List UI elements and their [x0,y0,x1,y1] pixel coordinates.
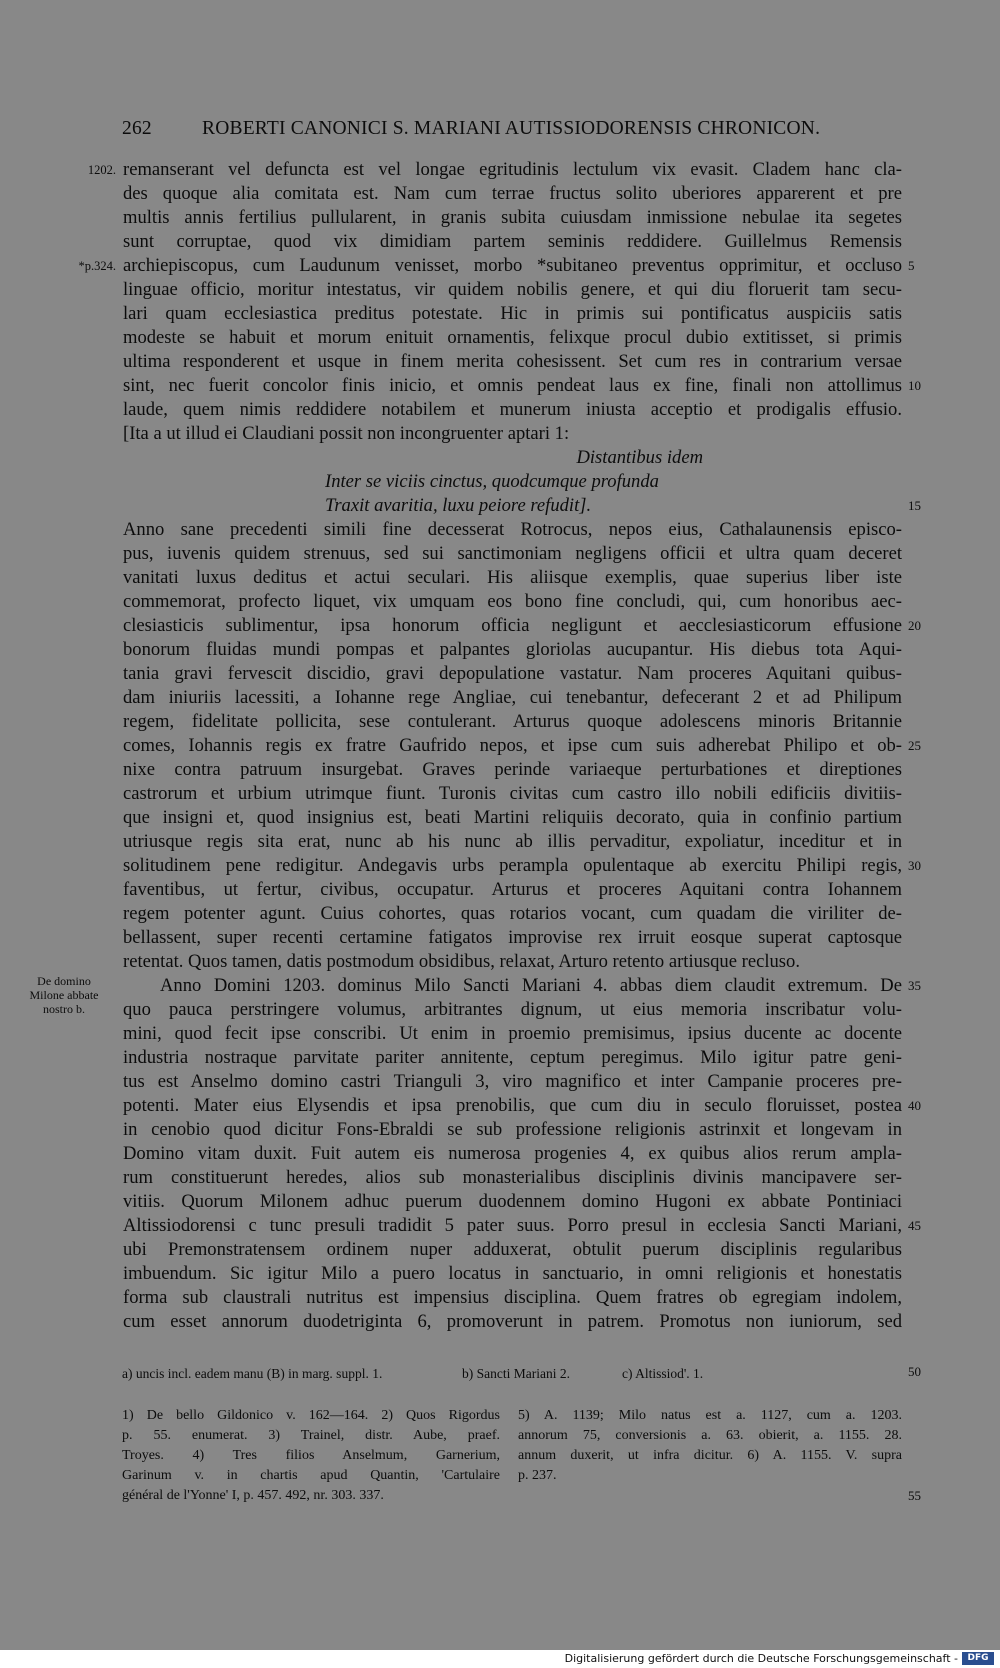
text-line: tus est Anselmo domino castri Trianguli 3, viro magnifico et inter Campanie proceres pre- [123,1071,902,1092]
text-line: utriusque regis sita erat, nunc ab his nunc ab illis pervaditur, expoliatur, inceditur et in [123,831,902,852]
verse-line: Distantibus idem [576,447,703,468]
text-line: Altissiodorensi c tunc presuli tradidit 5 pater suus. Porro presul in ecclesia Sancti Mariani, [123,1215,902,1236]
footnote-line: annorum 75, conversionis a. 63. obierit, a. 1155. 28. [518,1428,902,1443]
text-line: linguae officio, moritur intestatus, vir quidem nobilis genere, et qui diu floruerit tam secu- [123,279,902,300]
text-line: archiepiscopus, cum Laudunum venisset, morbo *subitaneo preventus opprimitur, et occluso [123,255,902,276]
text-line: comes, Iohannis regis ex fratre Gaufrido nepos, et ipse cum suis adherebat Philipo et ob- [123,735,902,756]
text-line: forma sub claustrali nutritus est impensius disciplina. Quem fratres ob egregiam indolem, [123,1287,902,1308]
text-line: modeste se habuit et morum enituit ornamentis, felixque procul dubio extitisset, si primis [123,327,902,348]
text-line: Anno Domini 1203. dominus Milo Sancti Mariani 4. abbas diem claudit extremum. De [160,975,902,996]
line-number: 30 [908,858,921,873]
line-number: 45 [908,1218,921,1233]
text-line: rum constituerunt heredes, alios sub monasterialibus disciplinis divinis mancipavere ser- [123,1167,902,1188]
line-number: 35 [908,978,921,993]
text-line: [Ita a ut illud ei Claudiani possit non incongruenter aptari 1: [123,423,570,444]
critical-note: c) Altissiod'. 1. [622,1366,704,1381]
footnote-line: 5) A. 1139; Milo natus est a. 1127, cum a. 1203. [518,1408,902,1423]
text-line: ultima responderent et usque in finem merita cohesissent. Set cum res in contrarium versae [123,351,902,372]
text-line: in cenobio quod dicitur Fons-Ebraldi se sub professione religionis astrinxit et longevam in [123,1119,902,1140]
line-number: 50 [908,1364,921,1379]
text-line: bonorum fluidas mundi pompas et palpantes gloriolas aucupantur. His diebus tota Aqui- [123,639,902,660]
text-line: dam iniuriis lacessiti, a Iohanne rege Angliae, cui tenebantur, defecerant 2 et ad Philipum [123,687,902,708]
text-line: des quoque alia comitata est. Nam cum terrae fructus solito uberiores apparerent et pre [123,183,902,204]
footnote-line: p. 237. [518,1468,557,1483]
text-line: tania gravi fervescit discidio, gravi depopulatione vastatur. Nam proceres Aquitani quibus- [123,663,902,684]
text-line: multis annis fertilius pullularent, in granis subita cuiusdam inmissione nebulae ita segetes [123,207,902,228]
text-line: clesiasticis sublimentur, ipsa honorum officia negligunt et aecclesiasticorum effusione [123,615,902,636]
text-line [123,1334,902,1358]
text-line: vanitati luxus deditus et actui seculari. His aliisque exemplis, quae superius liber iste [123,567,902,588]
text-line: potenti. Mater eius Elysendis et ipsa prenobilis, que cum diu in seculo floruisset, postea [123,1095,902,1116]
margin-year: 1202. [87,163,116,177]
line-number: 55 [908,1488,921,1503]
verse-line: Traxit avaritia, luxu peiore refudit]. [325,495,592,516]
footnote-line: p. 55. enumerat. 3) Trainel, distr. Aube, praef. [122,1428,500,1443]
margin-page-ref: *p.324. [78,259,116,273]
text-line: commemorat, profecto liquet, vix umquam eos bono fine concludi, qui, cum honoribus aec- [123,591,902,612]
text-line: bellassent, super recenti certamine fatigatos improvise rex irruit eosque superat captosque [123,927,902,948]
text-line: faventibus, ut fertur, civibus, occupatur. Arturus et proceres Aquitani contra Iohannem [123,879,902,900]
side-note-line: Milone abbate [29,988,99,1002]
line-number: 40 [908,1098,921,1113]
text-line: pus, iuvenis quidem strenuus, sed sui sanctimoniam negligens officii et ultra quam deceret [123,543,902,564]
text-line: quo pauca perstringere volumus, arbitrantes dignum, ut eius memoria inscribatur volu- [123,999,902,1020]
text-line: solitudinem pene redigitur. Andegavis urbs perampla opulentaque ab exercitu Philipi regis, [123,855,902,876]
footnotes-left [122,1406,500,1506]
side-note [14,974,114,1016]
line-number: 20 [908,618,921,633]
text-line: sunt corruptae, quod vix dimidiam partem seminis reddidere. Guillelmus Remensis [123,231,902,252]
footnote-line: 1) De bello Gildonico v. 162—164. 2) Quos Rigordus [122,1408,500,1423]
text-line: Anno sane precedenti simili fine decesserat Rotrocus, nepos eius, Cathalaunensis episco- [123,519,902,540]
text-line: cum esset annorum duodetriginta 6, promoverunt in patrem. Promotus non iuniorum, sed [123,1311,902,1332]
running-title: ROBERTI CANONICI S. MARIANI AUTISSIODORENSIS CHRONICON. [202,118,821,139]
footnotes-right [518,1406,902,1486]
text-line: mini, quod fecit ipse conscribi. Ut enim in proemio premisimus, ipsius ducente ac docente [123,1023,902,1044]
line-number: 10 [908,378,921,393]
line-number: 15 [908,498,921,513]
text-line: imbuendum. Sic igitur Milo a puero locatus in sanctuario, in omni religionis et honestatis [123,1263,902,1284]
footnote-line: général de l'Yonne' I, p. 457. 492, nr. 303. 337. [122,1488,384,1503]
critical-note: b) Sancti Mariani 2. [462,1366,570,1381]
side-note-line: De domino [37,974,91,988]
text-line: ubi Premonstratensem ordinem nuper adduxerat, obtulit puerum disciplinis regularibus [123,1239,902,1260]
text-line: regem, fidelitate pollicita, sese contulerant. Arturus quoque adolescens minoris Britannie [123,711,902,732]
footnote-line: Troyes. 4) Tres filios Anselmum, Garnerium, [122,1448,500,1463]
text-line: castrorum et urbium utrimque fiunt. Turonis civitas cum castro illo nobili edificiis divitiis- [123,783,902,804]
text-line: que insigni et, quod insignius est, beati Martini reliquiis decorato, quia in confinio partium [123,807,902,828]
text-line: regem potenter agunt. Cuius cohortes, quas rotarios vocant, cum quadam die viriliter de- [123,903,902,924]
line-number: 25 [908,738,921,753]
footnote-line: annum duxerit, ut infra dicitur. 6) A. 1155. V. supra [518,1448,902,1463]
footnote-line: Garinum v. in chartis apud Quantin, 'Cartulaire [122,1468,500,1483]
text-line: nixe contra patruum insurgebat. Graves perinde variaeque perturbationes et direptiones [123,759,902,780]
verse-line: Inter se viciis cinctus, quodcumque profunda [325,471,659,492]
critical-note: a) uncis incl. eadem manu (B) in marg. suppl. 1. [122,1366,383,1381]
dfg-logo-icon: DFG [962,1652,994,1665]
text-line: sint, nec fuerit concolor finis inicio, et omnis pendeat laus ex fine, finali non attollimus [123,375,902,396]
funding-notice: Digitalisierung gefördert durch die Deutsche Forschungsgemeinschaft - [564,1652,958,1665]
text-line: lari quam ecclesiastica preditus potestate. Hic in primis sui pontificatus auspiciis satis [123,303,902,324]
text-line: vitiis. Quorum Milonem adhuc puerum duodennem domino Hugoni ex abbate Pontiniaci [123,1191,902,1212]
text-line: retentat. Quos tamen, datis postmodum obsidibus, relaxat, Arturo retento artiusque recluso. [123,951,800,972]
text-line: Domino vitam duxit. Fuit autem eis numerosa progenies 4, ex quibus alios rerum ampla- [123,1143,902,1164]
page-number: 262 [122,118,152,139]
text-line: industria nostraque parvitate pariter annitente, ceptum peregimus. Milo igitur patre geni- [123,1047,902,1068]
text-line: laude, quem nimis reddidere notabilem et munerum iniusta acceptio et prodigalis effusio. [123,399,902,420]
line-number: 5 [908,258,915,273]
text-line: remanserant vel defuncta est vel longae egritudinis lectulum vix evasit. Cladem hanc cla- [123,159,902,180]
side-note-line: nostro b. [43,1002,85,1016]
